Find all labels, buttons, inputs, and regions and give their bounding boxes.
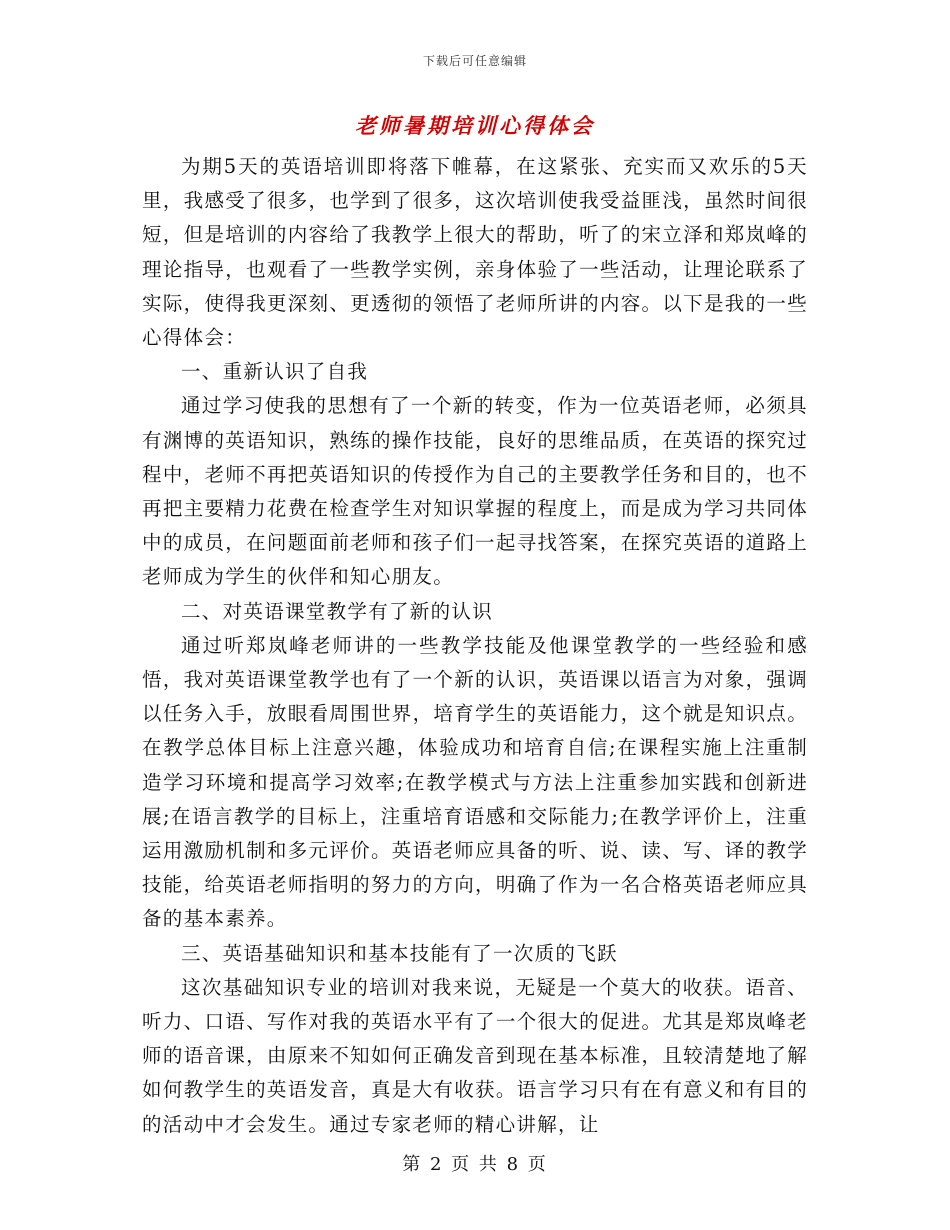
paragraph-section-3: 这次基础知识专业的培训对我来说，无疑是一个莫大的收获。语音、听力、口语、写作对我的英语水平有了一个很大的促进。尤其是郑岚峰老师的语音课，由原来不知如何正确发音到现在基本标准，且较清楚地了解如何教学生的英语发音，真是大有收获。语言学习只有在有意义和有目的的活动中才会发生。通过专家老师的精心讲解，让 bbox=[142, 975, 808, 1136]
paragraph-section-2: 通过听郑岚峰老师讲的一些教学技能及他课堂教学的一些经验和感悟，我对英语课堂教学也有了一个新的认识，英语课以语言为对象，强调以任务入手，放眼看周围世界，培育学生的英语能力，这个就是知识点。在教学总体目标上注意兴趣，体验成功和培育自信;在课程实施上注重制造学习环境和提高学习效率;在教学模式与方法上注重参加实践和创新进展;在语言教学的目标上，注重培育语感和交际能力;在教学评价上，注重运用激励机制和多元评价。英语老师应具备的听、说、读、写、译的教学技能，给英语老师指明的努力的方向，明确了作为一名合格英语老师应具备的基本素养。 bbox=[142, 633, 808, 931]
page-header-note: 下载后可任意编辑 bbox=[422, 54, 527, 68]
section-heading-1: 一、重新认识了自我 bbox=[181, 360, 369, 384]
section-heading-2: 二、对英语课堂教学有了新的认识 bbox=[181, 599, 494, 623]
paragraph-section-1: 通过学习使我的思想有了一个新的转变，作为一位英语老师，必须具有渊博的英语知识，熟练的操作技能，良好的思维品质，在英语的探究过程中，老师不再把英语知识的传授作为自己的主要教学任务和目的，也不再把主要精力花费在检查学生对知识掌握的程度上，而是成为学习共同体中的成员，在问题面前老师和孩子们一起寻找答案，在探究英语的道路上老师成为学生的伙伴和知心朋友。 bbox=[142, 394, 808, 589]
document-title: 老师暑期培训心得体会 bbox=[355, 113, 595, 138]
document-body bbox=[142, 150, 808, 1142]
page-number-footer: 第 2 页 共 8 页 bbox=[402, 1154, 548, 1175]
section-heading-3: 三、英语基础知识和基本技能有了一次质的飞跃 bbox=[181, 941, 618, 965]
paragraph-intro: 为期5天的英语培训即将落下帷幕，在这紧张、充实而又欢乐的5天里，我感受了很多，也学到了很多，这次培训使我受益匪浅，虽然时间很短，但是培训的内容给了我教学上很大的帮助，听了的宋立泽和郑岚峰的理论指导，也观看了一些教学实例，亲身体验了一些活动，让理论联系了实际，使得我更深刻、更透彻的领悟了老师所讲的内容。以下是我的一些心得体会： bbox=[142, 155, 808, 350]
